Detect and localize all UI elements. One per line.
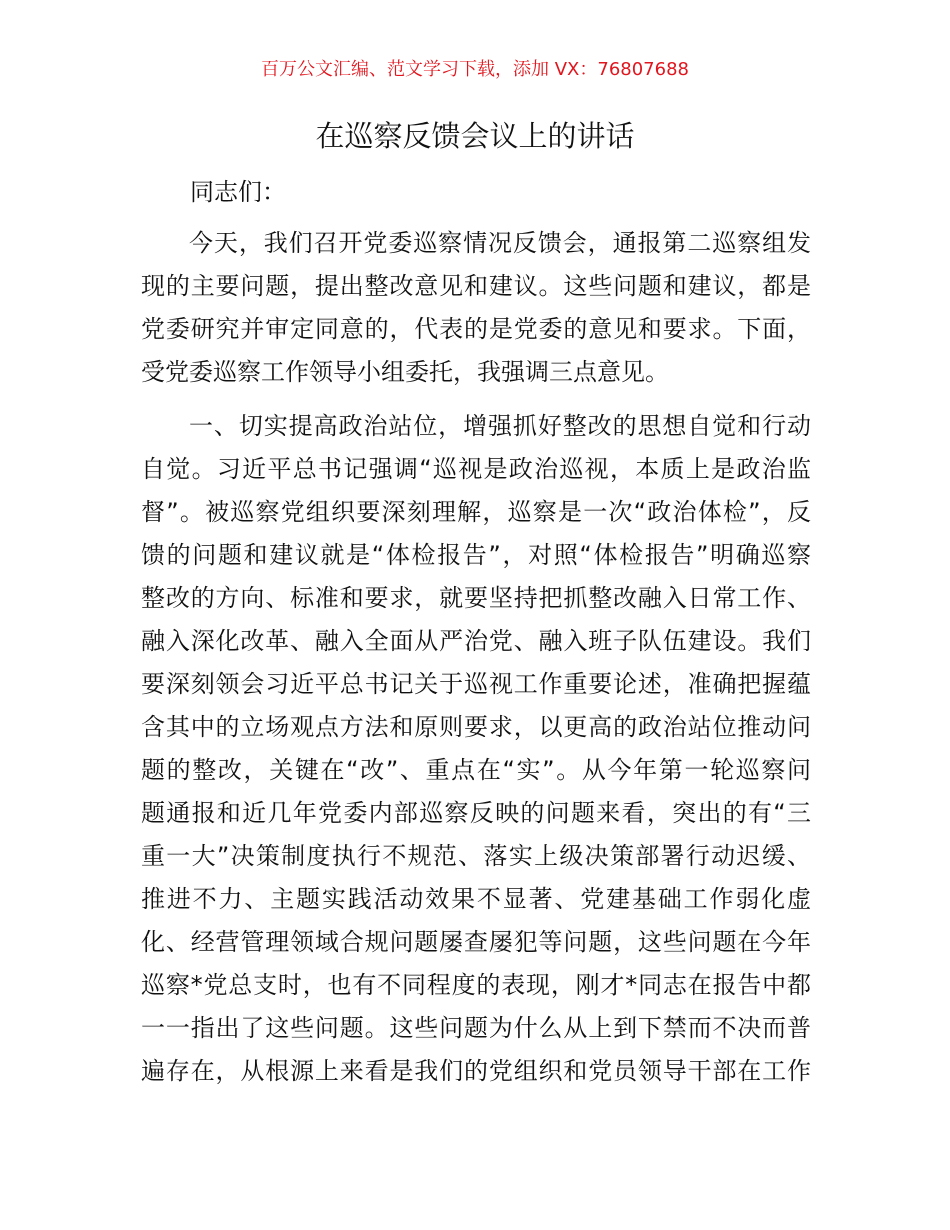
document-title: 在巡察反馈会议上的讲话 bbox=[315, 119, 635, 153]
paragraph-line: 督”。被巡察党组织要深刻理解，巡察是一次“政治体检”，反 bbox=[141, 498, 811, 526]
paragraph-line: 重一大”决策制度执行不规范、落实上级决策部署行动迟缓、 bbox=[141, 842, 811, 870]
paragraph-line: 题的整改，关键在“改”、重点在“实”。从今年第一轮巡察问 bbox=[141, 756, 811, 784]
paragraph-line: 题通报和近几年党委内部巡察反映的问题来看，突出的有“三 bbox=[141, 799, 811, 827]
paragraph-line: 一、切实提高政治站位，增强抓好整改的思想自觉和行动 bbox=[189, 412, 811, 440]
paragraph-line: 自觉。习近平总书记强调“巡视是政治巡视，本质上是政治监 bbox=[141, 455, 811, 483]
paragraph-line: 党委研究并审定同意的，代表的是党委的意见和要求。下面， bbox=[141, 315, 811, 343]
paragraph-line: 整改的方向、标准和要求，就要坚持把抓整改融入日常工作、 bbox=[141, 584, 811, 612]
paragraph-intro bbox=[141, 222, 811, 394]
paragraph-line: 现的主要问题，提出整改意见和建议。这些问题和建议，都是 bbox=[141, 272, 811, 300]
watermark-banner: 百万公文汇编、范文学习下载，添加 VX：76807688 bbox=[261, 59, 689, 80]
paragraph-line: 要深刻领会习近平总书记关于巡视工作重要论述，准确把握蕴 bbox=[141, 670, 811, 698]
paragraph-line: 含其中的立场观点方法和原则要求，以更高的政治站位推动问 bbox=[141, 713, 811, 741]
paragraph-line: 化、经营管理领域合规问题屡查屡犯等问题，这些问题在今年 bbox=[141, 928, 811, 956]
paragraph-line: 馈的问题和建议就是“体检报告”，对照“体检报告”明确巡察 bbox=[141, 541, 811, 569]
paragraph-line: 一一指出了这些问题。这些问题为什么从上到下禁而不决而普 bbox=[141, 1014, 811, 1042]
paragraph-line: 今天，我们召开党委巡察情况反馈会，通报第二巡察组发 bbox=[189, 229, 811, 257]
paragraph-line: 融入深化改革、融入全面从严治党、融入班子队伍建设。我们 bbox=[141, 627, 811, 655]
paragraph-line: 受党委巡察工作领导小组委托，我强调三点意见。 bbox=[141, 358, 669, 386]
paragraph-line: 遍存在，从根源上来看是我们的党组织和党员领导干部在工作 bbox=[141, 1057, 811, 1085]
paragraph-line: 推进不力、主题实践活动效果不显著、党建基础工作弱化虚 bbox=[141, 885, 811, 913]
salutation: 同志们： bbox=[190, 178, 286, 206]
paragraph-line: 巡察*党总支时，也有不同程度的表现，刚才*同志在报告中都 bbox=[141, 971, 811, 999]
paragraph-section-one bbox=[141, 405, 811, 1093]
